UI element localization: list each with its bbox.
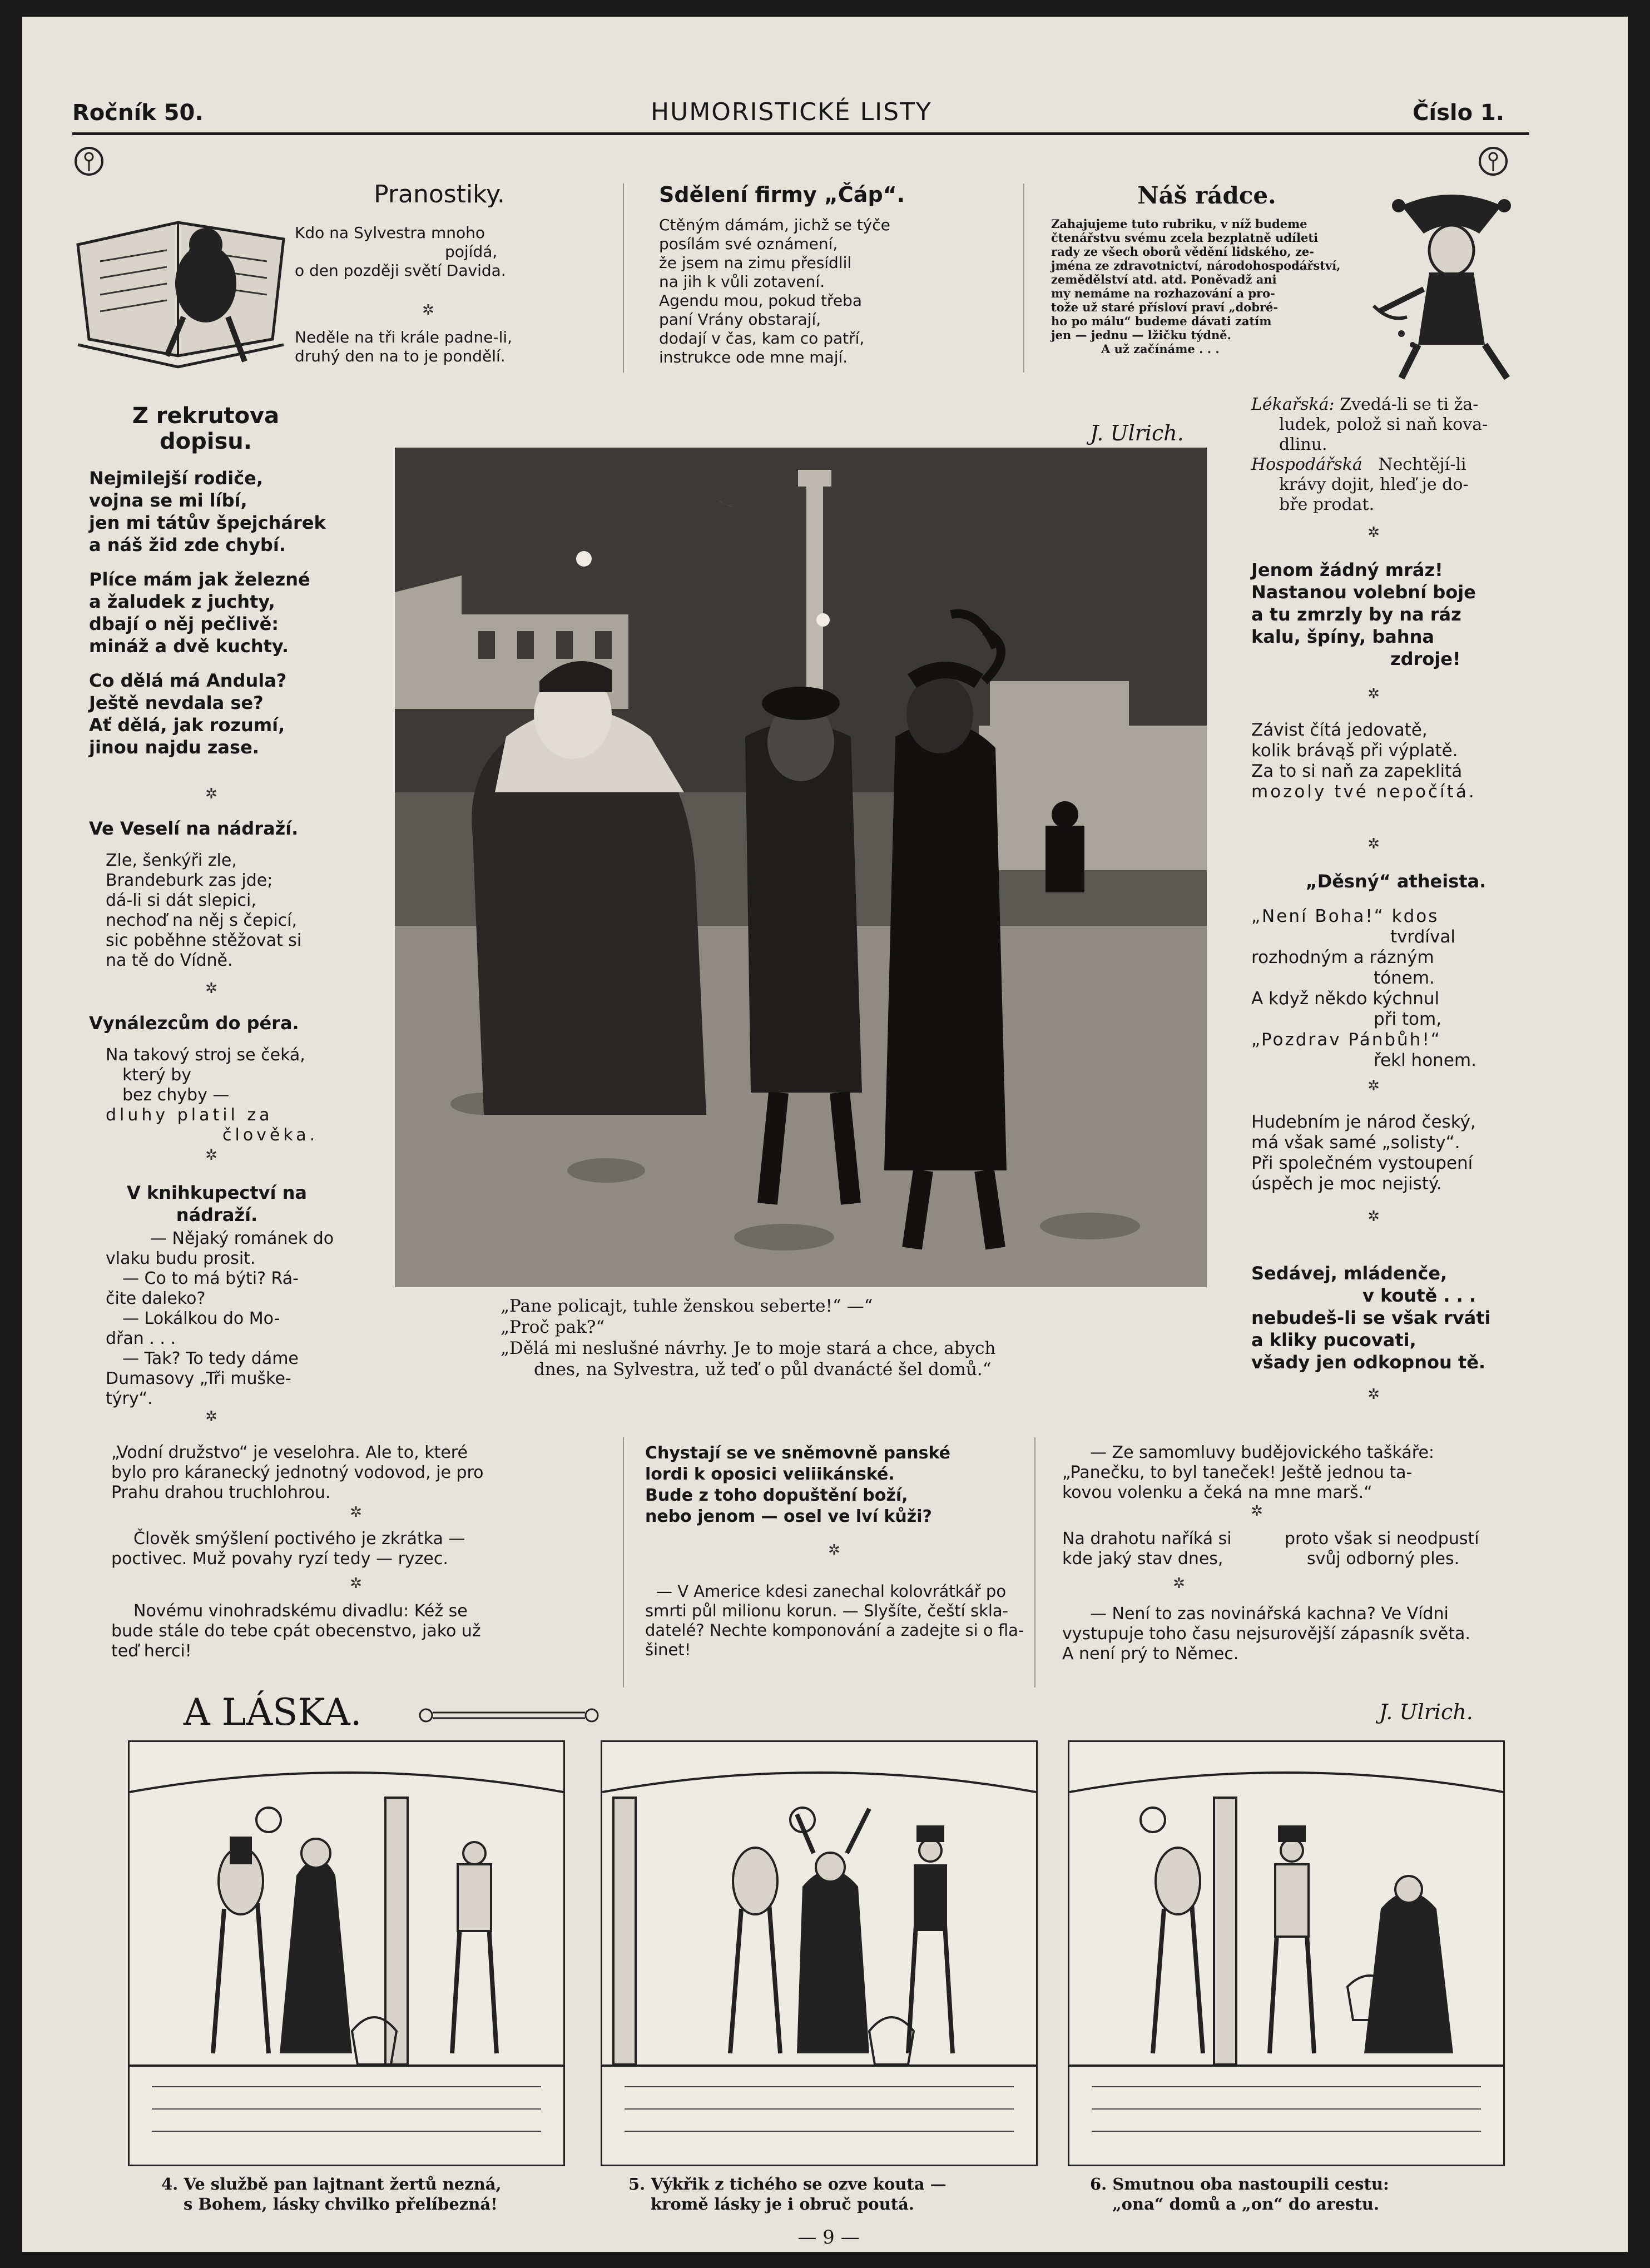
ornament-right-icon [1476,145,1510,178]
panel-caption-5 [628,2174,1029,2214]
signature-top: J. Ulrich. [1090,421,1184,445]
text-line: — Nějaký románek do [150,1229,334,1248]
text-line: ludek, polož si naň kova- [1279,415,1488,434]
vynalezcum-text [106,1045,373,1145]
text-line: rady ze všech oborů vědění lidského, ze- [1051,245,1314,259]
text-line: tvrdíval [1390,927,1455,947]
text-line: „Proč pak?“ [501,1317,605,1337]
zavist-text [1251,720,1529,802]
rekrut-text [89,467,356,758]
text-line: „ona“ domů a „on“ do arestu. [1112,2195,1380,2214]
text-line: proto však si neodpustí [1285,1529,1479,1549]
text-line: Z rekrutova [132,403,280,429]
star-separator-icon: ✲ [205,786,217,802]
text-line: Člověk smýšlení poctivého je zkrátka — [133,1529,465,1549]
text-line: bude stále do tebe cpát obecenstvo, jako už [111,1621,481,1641]
spacer [89,657,356,669]
text-line: Plíce mám jak železné [89,569,310,590]
text-line: Zle, šenkýři zle, [106,851,237,870]
text-line: instrukce ode mne mají. [659,348,848,366]
column-divider [1034,1437,1035,1688]
star-separator-icon: ✲ [1367,524,1380,541]
text-line: paní Vrány obstarají, [659,310,821,329]
text-line: V knihkupectví na [127,1182,307,1203]
budejovice-right [1285,1529,1518,1569]
text-line: lordi k oposici veliikánské. [645,1465,895,1484]
text-line: člověka. [222,1125,319,1145]
text-line: dlinu. [1279,435,1327,454]
text-line: že jsem na zimu přesídlil [659,254,852,272]
text-line: mozoly tvé nepočítá. [1251,782,1476,802]
text-line: 4. Ve službě pan lajtnant žertů nezná, [161,2175,502,2193]
text-line: A už začínáme . . . [1101,342,1220,356]
pranostiky-text-2 [295,328,584,366]
budejovice-text [1062,1443,1518,1503]
text-line: tože už staré přísloví praví „dobré- [1051,300,1279,314]
text-line: kde jaký stav dnes, [1062,1549,1223,1569]
text-line: vystupuje toho času nejsurovější zápasník světa. [1062,1624,1470,1644]
text-line: jen mi tátův špejchárek [89,512,326,533]
column-divider [1023,183,1024,373]
text-line: kolik brávąš při výplatě. [1251,741,1458,761]
star-separator-icon: ✲ [1367,1386,1380,1403]
text-line: kromě lásky je i obruč poutá. [651,2195,914,2214]
text-line: týry“. [106,1389,153,1408]
header-rule [72,132,1529,135]
text-line: krávy dojit, hleď je do- [1279,475,1469,494]
text-line: při tom, [1374,1009,1442,1029]
text-line: A není prý to Němec. [1062,1644,1239,1664]
newspaper-page [22,17,1628,2252]
text-line: Brandeburk zas jde; [106,871,273,890]
ateista-title: „Děsný“ atheista. [1305,871,1487,892]
text-line: poctivec. Muž povahy ryzí tedy — ryzec. [111,1549,448,1569]
text-line: mináž a dvě kuchty. [89,636,289,657]
text-line: Zahajujeme tuto rubriku, v níž budeme [1051,217,1307,231]
vodni-text-3 [111,1601,601,1661]
text-line: v koutě . . . [1362,1285,1476,1306]
text-line: „Vodní družstvo“ je veselohra. Ale to, které [111,1443,468,1462]
text-line: vojna se mi líbí, [89,490,247,511]
text-line: nebudeš-li se však rváti [1251,1307,1491,1328]
text-line: Bude z toho dopuštění boží, [645,1486,908,1505]
text-line: Dumasovy „Tři muške- [106,1369,291,1388]
text-line: dbají o něj pečlivě: [89,613,279,634]
text-line: dluhy platil za [106,1105,273,1125]
text-line: dřan . . . [106,1329,176,1348]
pranostiky-title: Pranostiky. [374,180,505,209]
text-line: Ještě nevdala se? [89,692,264,713]
text-line: ho po málu“ budeme dávati zatím [1051,314,1272,328]
sdeleni-text [659,216,959,367]
text-line: Na drahotu naříká si [1062,1529,1232,1549]
text-line: — Co to má býti? Rá- [122,1269,299,1288]
text-line: — Lokálkou do Mo- [122,1309,280,1328]
text-line: 5. Výkřik z tichého se ozve kouta — [628,2175,947,2193]
text-line: dodají v čas, kam co patří, [659,329,865,348]
cartoon-caption [501,1296,1212,1380]
header-title: HUMORISTICKÉ LISTY [651,98,932,126]
text-line: Kdo na Sylvestra mnoho [295,224,485,242]
text-line: o den později světí Davida. [295,261,506,280]
text-line: řekl honem. [1374,1050,1476,1070]
laska-ornament-icon [417,1704,601,1726]
text-line: s Bohem, lásky chvilko přelíbezná! [184,2195,498,2214]
text-line: kovou volenku a čeká na mne marš.“ [1062,1483,1372,1502]
spacer [89,556,356,568]
star-separator-icon: ✲ [350,1504,362,1521]
knihkupectvi-title [89,1182,345,1226]
text-line: dnes, na Sylvestra, už teď o půl dvanácté šel domů.“ [534,1359,992,1379]
text-line: posílám své oznámení, [659,235,838,253]
vodni-text [111,1443,601,1503]
budejovice-left [1062,1529,1274,1569]
text-line: Zvedá-li se ti ža- [1340,395,1479,414]
rekrut-title [83,403,328,454]
star-separator-icon: ✲ [828,1542,840,1559]
star-separator-icon: ✲ [1173,1575,1185,1592]
text-line: všady jen odkopnou tě. [1251,1352,1486,1373]
star-separator-icon: ✲ [1367,1078,1380,1094]
nas-radce-title: Náš rádce. [1137,182,1276,209]
text-line: nádraží. [176,1204,258,1225]
text-line: datelé? Nechte komponování a zadejte si o fla- [645,1621,1024,1640]
text-line: a kliky pucovati, [1251,1329,1416,1351]
text-line: Nechtějí-li [1378,455,1466,474]
hudebnim-text [1251,1112,1529,1194]
text-line: A když někdo kýchnul [1251,989,1440,1009]
text-line: který by [122,1065,192,1085]
sedavej-text [1251,1262,1529,1373]
ateista-text [1251,906,1529,1071]
header-volume: Ročník 50. [72,100,204,126]
panel-caption-4 [161,2174,562,2214]
text-line: my nemáme na rozhazování a pro- [1051,286,1275,300]
text-line: Na takový stroj se čeká, [106,1045,305,1065]
text-line: čite daleko? [106,1289,206,1308]
text-line: Nastanou volební boje [1251,582,1476,603]
mraz-text [1251,559,1529,670]
panel-caption-6 [1090,2174,1490,2214]
text-line: Při společném vystoupení [1251,1153,1473,1173]
text-line: teď herci! [111,1641,192,1661]
text-line: Ctěným dámám, jichž se týče [659,216,890,234]
text-line: Neděle na tři krále padne-li, [295,328,513,346]
text-line: Co dělá má Andula? [89,670,287,691]
text-line: rozhodným a rázným [1251,947,1434,967]
star-separator-icon: ✲ [1367,836,1380,852]
text-line: vlaku budu prosit. [106,1249,256,1268]
text-line: čtenářstvu svému zcela bezplatně udíleti [1051,231,1319,245]
nas-radce-text [1051,217,1362,356]
laska-title: A LÁSKA. [184,1691,362,1734]
text-line: jen — jednu — lžičku týdně. [1051,328,1231,342]
text-line: nebo jenom — osel ve lví kůži? [645,1507,932,1526]
vynalezcum-title: Vynálezcům do péra. [89,1013,299,1034]
text-line: a žaludek z juchty, [89,591,275,612]
text-line: kalu, špíny, bahna [1251,626,1434,647]
text-line: Za to si naň za zapeklitá [1251,761,1463,781]
knihkupectvi-text [106,1229,356,1409]
text-line: zemědělství atd. atd. Poněvadž ani [1051,272,1277,286]
page-number: — 9 — [797,2226,860,2249]
text-line: sic poběhne stěžovat si [106,931,302,950]
main-cartoon-illustration [395,448,1207,1287]
header-issue: Číslo 1. [1413,100,1505,126]
lekarska-advice [1251,395,1524,515]
text-line: „Pane policajt, tuhle ženskou seberte!“ —“ [501,1296,873,1316]
comic-panel-4 [128,1740,565,2166]
text-line: na tě do Vídně. [106,951,233,970]
star-separator-icon: ✲ [205,1408,217,1425]
snemovne-text-2 [645,1582,1029,1660]
pranostiky-text-1 [295,224,573,280]
star-separator-icon: ✲ [1251,1503,1263,1520]
laska-signature: J. Ulrich. [1379,1700,1473,1724]
text-line: jinou najdu zase. [89,737,259,758]
snemovne-text [645,1443,1023,1527]
ornament-left-icon [72,145,106,178]
text-line: svůj odborný ples. [1307,1549,1460,1569]
text-line: Chystají se ve sněmovně panské [645,1443,950,1463]
text-line: zdroje! [1390,648,1461,669]
lekarska-label: Lékařská: [1251,395,1335,414]
text-line: Hudebním je národ český, [1251,1112,1476,1132]
text-line: má však samé „solisty“. [1251,1133,1460,1153]
text-line: pojídá, [445,242,498,261]
book-illustration [67,178,300,378]
text-line: Agendu mou, pokud třeba [659,291,862,310]
text-line: šinet! [645,1640,691,1659]
text-line: „Pozdrav Pánbůh!“ [1251,1030,1441,1050]
comic-panel-5 [601,1740,1038,2166]
text-line: — Tak? To tedy dáme [122,1349,299,1368]
text-line: na jih k vůli zotavení. [659,272,825,291]
text-line: dá-li si dát slepici, [106,891,256,910]
vodni-text-2 [111,1529,601,1569]
column-divider [623,183,624,373]
star-separator-icon: ✲ [1367,686,1380,702]
budejovice-text-3 [1062,1604,1524,1664]
hospodarska-label: Hospodářská [1251,455,1362,474]
text-line: a tu zmrzly by na ráz [1251,604,1461,625]
text-line: — Není to zas novinářská kachna? Ve Vídni [1090,1604,1449,1624]
text-line: Jenom žádný mráz! [1251,559,1443,580]
text-line: Ať dělá, jak rozumí, [89,714,285,736]
text-line: bez chyby — [122,1085,230,1105]
star-separator-icon: ✲ [205,1147,217,1164]
veseli-text [106,851,373,971]
text-line: bylo pro káranecký jednotný vodovod, je pro [111,1463,484,1482]
text-line: tónem. [1374,968,1435,988]
text-line: Nejmilejší rodiče, [89,468,264,489]
text-line: a náš žid zde chybí. [89,534,286,555]
text-line: druhý den na to je pondělí. [295,347,506,365]
text-line: — Ze samomluvy budějovického taškáře: [1090,1443,1435,1462]
star-separator-icon: ✲ [422,302,434,319]
text-line: — V Americe kdesi zanechal kolovrátkář po [656,1582,1007,1601]
text-line: Závist čítá jedovatě, [1251,720,1428,740]
text-line: smrti půl milionu korun. — Slyšíte, čeští skla- [645,1601,1009,1620]
veseli-title: Ve Veselí na nádraží. [89,818,299,839]
sdeleni-title: Sdělení firmy „Čáp“. [659,182,905,207]
star-separator-icon: ✲ [205,980,217,997]
star-separator-icon: ✲ [350,1575,362,1592]
column-divider [623,1437,624,1688]
comic-panel-6 [1068,1740,1505,2166]
text-line: dopisu. [160,429,252,454]
text-line: Sedávej, mládenče, [1251,1263,1448,1284]
star-separator-icon: ✲ [1367,1208,1380,1225]
text-line: 6. Smutnou oba nastoupili cestu: [1090,2175,1389,2193]
text-line: „Není Boha!“ kdos [1251,906,1439,926]
text-line: Prahu drahou truchlohrou. [111,1483,331,1502]
text-line: „Dělá mi neslušné návrhy. Je to moje stará a chce, abych [501,1338,996,1358]
text-line: nechoď na něj s čepicí, [106,911,298,930]
text-line: úspěch je moc nejistý. [1251,1174,1442,1194]
text-line: bře prodat. [1279,495,1375,514]
text-line: Novému vinohradskému divadlu: Kéž se [133,1601,468,1621]
text-line: jména ze zdravotnictví, národohospodářství, [1051,259,1341,272]
jester-illustration [1368,183,1535,384]
text-line: „Panečku, to byl taneček! Ještě jednou ta- [1062,1463,1413,1482]
